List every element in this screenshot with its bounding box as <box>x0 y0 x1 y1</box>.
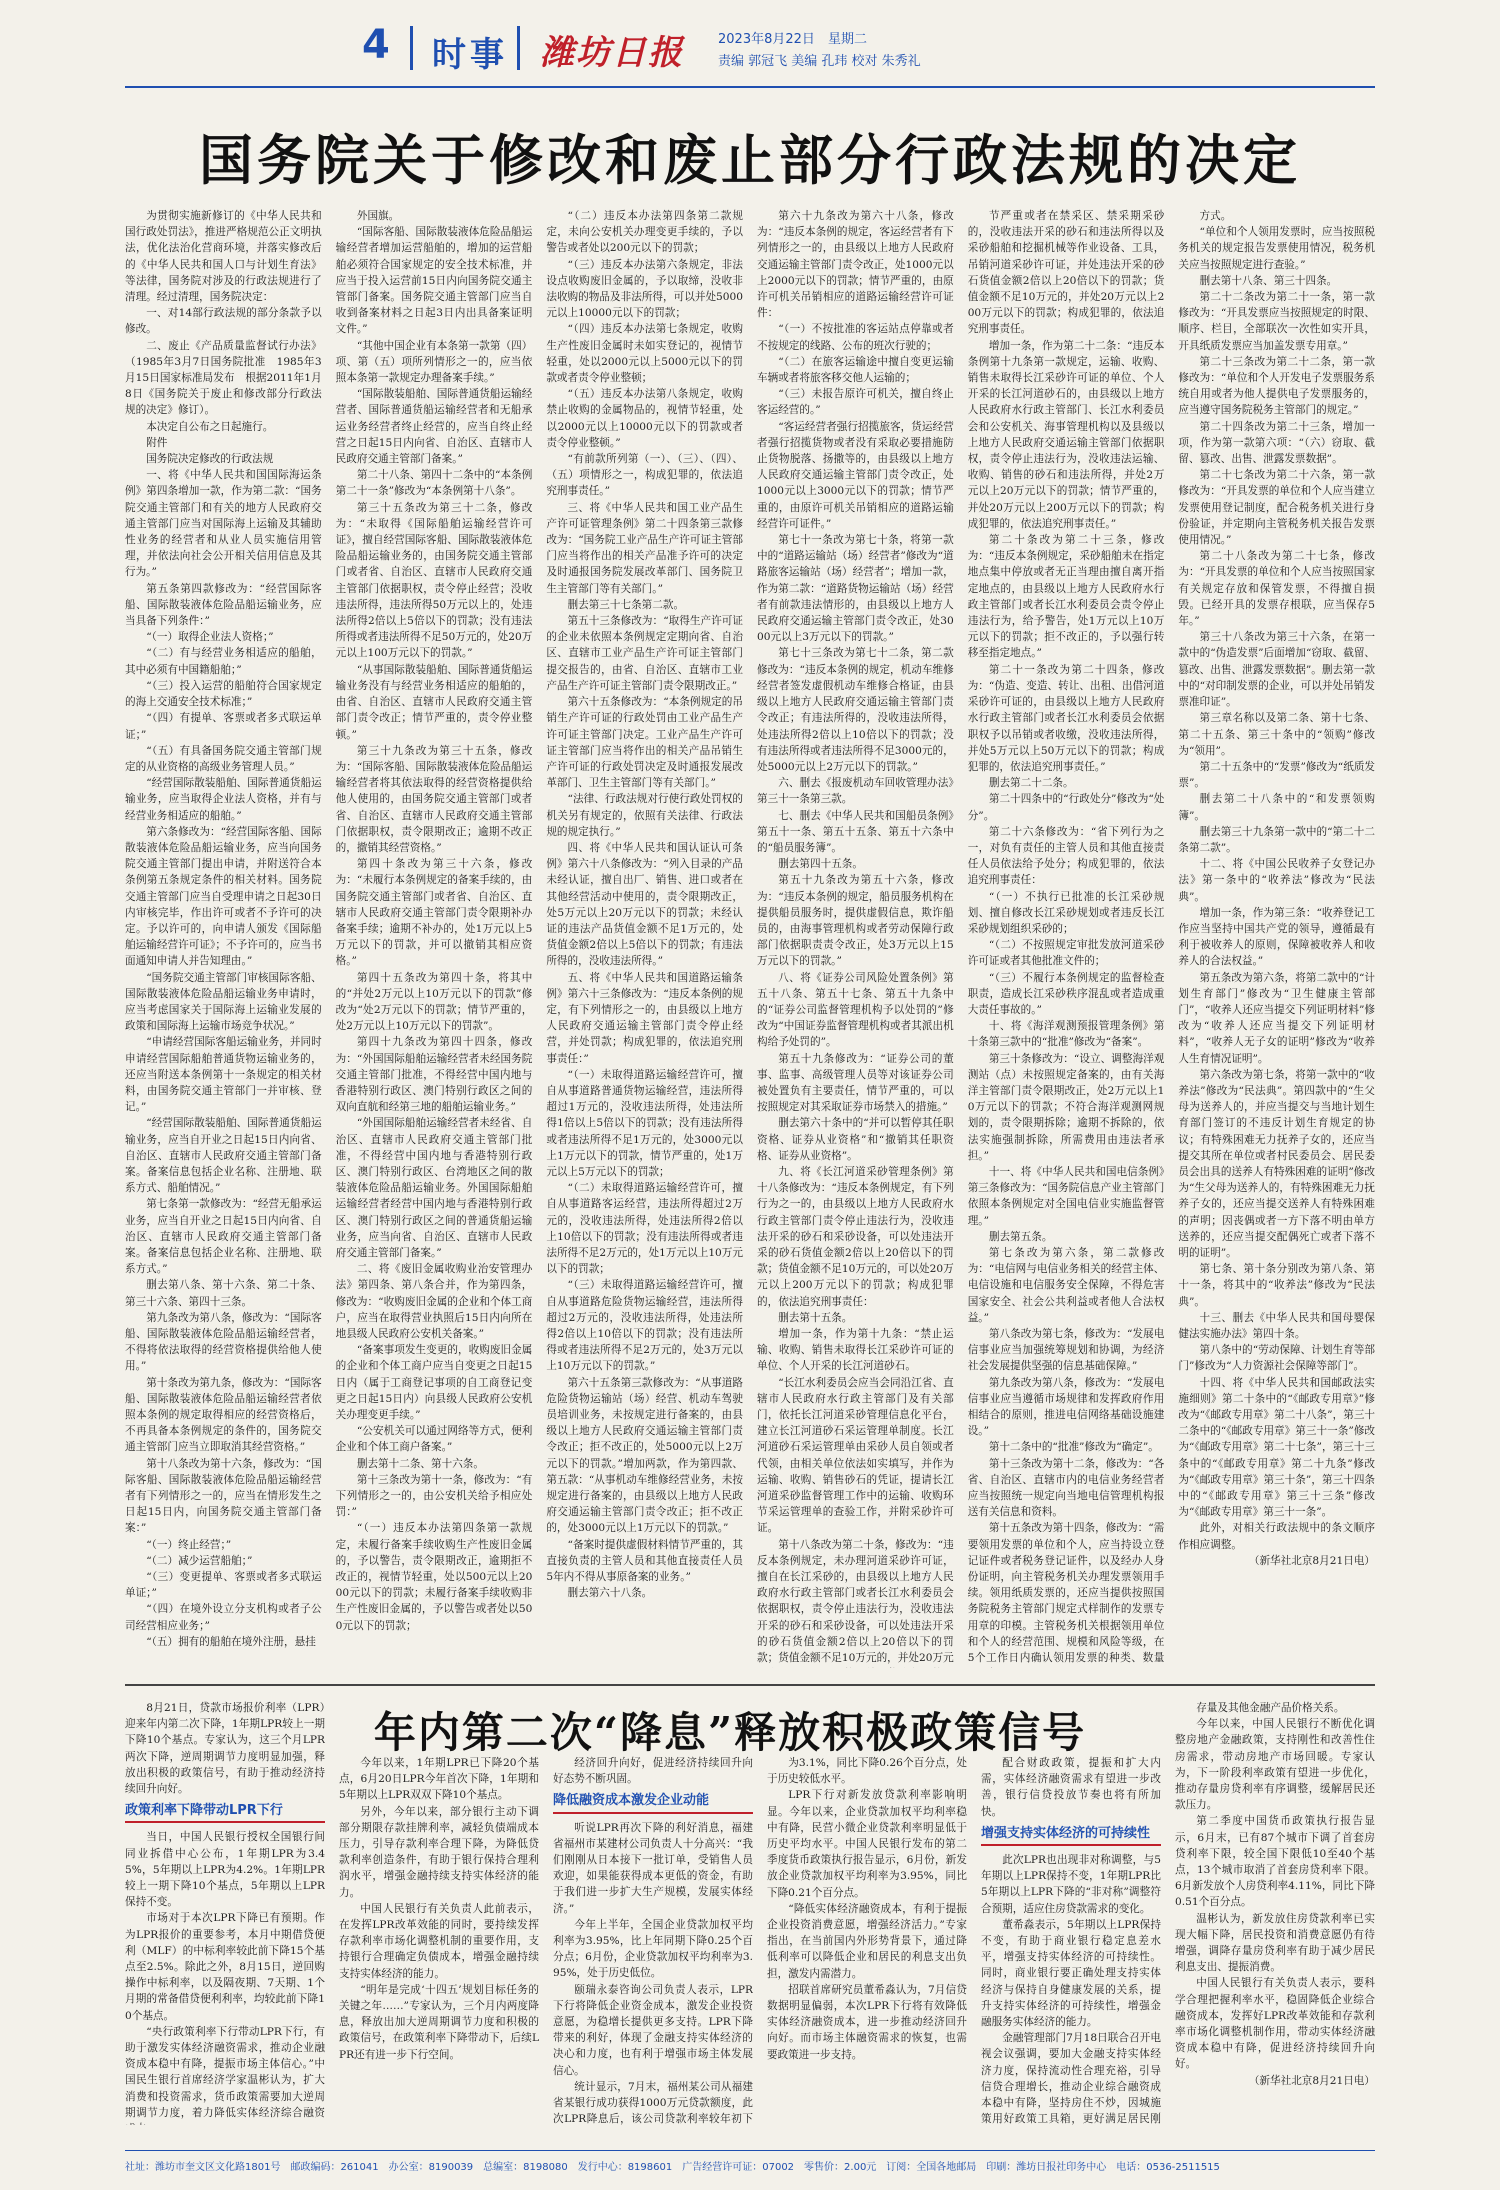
paragraph: 删去第十二条、第十六条。 <box>356 1457 484 1470</box>
paragraph: “备案事项发生变更的，收购废旧金属的企业和个体工商户应当自变更之日起15日内（属于工商登记事项的自工商登记变更之日起15日内）向县级人民政府公安机关办理变更手续。” <box>335 1344 533 1422</box>
paragraph: 第二十四条中的“行政处分”修改为“处分”。 <box>967 793 1165 822</box>
paragraph: 第二十六条修改为：“省下列行为之一，对负有责任的主管人员和其他直接责任人员依法给予处分；构成犯罪的，依法追究刑事责任： <box>967 825 1165 887</box>
paragraph: “（一）违反本办法第四条第一款规定，未履行备案手续收购生产性废旧金属的，予以警告，责令限期改正，逾期拒不改正的，视情节轻重，处以500元以上2000元以下的罚款；未履行备案手续收购非生产性废旧金属的，予以警告或者处以500元以下的罚款； <box>335 1522 533 1632</box>
paragraph: 第七十三条改为第七十二条，第二款修改为：“违反本条例的规定，机动车维修经营者签发虚假机动车维修合格证，由县级以上地方人民政府交通运输主管部门责令改正；有违法所得的，没收违法所得，处违法所得2倍以上10倍以下的罚款；没有违法所得或者违法所得不足3000元的，处5000元以上2万元以下的罚款。” <box>757 647 954 773</box>
paragraph: “经营国际散装船舶、国际普通货船运输业务，应当自开业之日起15日内向省、自治区、直辖市人民政府交通主管部门备案。备案信息包括企业名称、注册地、联系方式、船舶情况。” <box>125 1117 322 1195</box>
paragraph: 8月21日，贷款市场报价利率（LPR）迎来年内第二次下降，1年期LPR较上一期下降10个基点。专家认为，这三个月LPR两次下降，逆周期调节力度明显加强，释放出积极的政策信号，有助于推动经济持续回升向好。 <box>125 1702 325 1796</box>
newspaper-logo: 潍坊日报 <box>540 33 684 73</box>
paragraph: 市场对于本次LPR下降已有预期。作为LPR报价的重要参考，本月中期借贷便利（MLF）的中标利率较此前下降15个基点至2.5%。除此之外，8月15日，逆回购操作中标利率，以及隔夜期、7天期、1个月期的常备借贷便利利率，均较此前下降10个基点。 <box>125 1912 325 2022</box>
paragraph: 二、将《废旧金属收购业治安管理办法》第四条、第八条合并，作为第四条，修改为：“收购废旧金属的企业和个体工商户，应当在取得营业执照后15日内向所在地县级人民政府公安机关备案。” <box>335 1263 533 1341</box>
paragraph: “（一）不按批准的客运站点停靠或者不按规定的线路、公布的班次行驶的； <box>757 323 954 352</box>
paragraph: “央行政策利率下行带动LPR下行，有助于激发实体经济融资需求，推动企业融资成本稳中有降，提振市场主体信心。”中国民生银行首席经济学家温彬认为，扩大消费和投资需求，货币政策需要加大逆周期调节力度，着力降低实体经济综合融资 <box>125 2025 325 2119</box>
article-divider <box>125 1684 1375 1686</box>
paragraph: 第三十条修改为：“设立、调整海洋观测站（点）未按照规定备案的，由有关海洋主管部门责令限期改正，处2万元以上10万元以下的罚款；不符合海洋观测网规划的，责令限期拆除；逾期不拆除的，依法实施强制拆除，所需费用由违法者承担。” <box>967 1052 1165 1162</box>
paragraph: “（四）违反本办法第七条规定，收购生产性废旧金属时未如实登记的，视情节轻重，处以2000元以上5000元以下的罚款或者责令停业整顿； <box>546 323 744 385</box>
issue-date: 2023年8月22日 <box>718 32 815 47</box>
paragraph: 第二十八条改为第二十七条，修改为：“开具发票的单位和个人应当按照国家有关规定存放和保管发票，不得擅自损毁。已经开具的发票存根联，应当保存5年。” <box>1178 550 1376 628</box>
paragraph: “降低实体经济融资成本，有利于提振企业投资消费意愿，增强经济活力。”专家指出，在当前国内外形势背景下，通过降低利率可以降低企业和居民的利息支出负担，激发内需潜力。 <box>767 1902 967 1980</box>
paragraph: 听说LPR再次下降的利好消息，福建省福州市某建材公司负责人十分高兴：“我们刚刚从日本接下一批订单，受销售人员欢迎，如果能获得成本更低的资金，有助于我们进一步扩大生产规模，发展实体经济。” <box>553 1821 753 1915</box>
article-title: 年内第二次“降息”释放积极政策信号 <box>373 1708 1087 1757</box>
paragraph: “（一）未取得道路运输经营许可，擅自从事道路普通货物运输经营，违法所得超过1万元的，没收违法所得，处违法所得1倍以上5倍以下的罚款；没有违法所得或者违法所得不足1万元的，处3000元以上1万元以下的罚款，情节严重的，处1万元以上5万元以下的罚款； <box>546 1068 744 1178</box>
subheading: 政策利率下降带动LPR下行 <box>125 1803 325 1823</box>
article-column <box>981 1755 1161 2125</box>
paragraph: 八、将《证券公司风险处置条例》第五十八条、第五十七条、第五十九条中的“证券公司监督管理机构予以处罚的”修改为“中国证券监督管理机构或者其派出机构给予处罚的”。 <box>757 971 954 1049</box>
paragraph: 四、将《中华人民共和国认证认可条例》第六十八条修改为：“列入目录的产品未经认证，擅自出厂、销售、进口或者在其他经营活动中使用的，责令限期改正，处5万元以上20万元以下的罚款；未经认证的违法产品货值金额不足1万元的，处货值金额2倍以上5倍以下的罚款；有违法所得的，没收违法所得。” <box>546 841 744 968</box>
article-title: 国务院关于修改和废止部分行政法规的决定 <box>199 128 1301 192</box>
paragraph: 第二十条改为第二十三条，修改为：“违反本条例规定，采砂船舶未在指定地点集中停放或者无正当理由擅自离开指定地点的，由县级以上地方人民政府水行政主管部门或者长江水利委员会责令停止违法行为，给予警告，处1万元以上10万元以下的罚款；拒不改正的，予以强行转移至指定地点。” <box>967 534 1165 660</box>
section-name: 时事 <box>432 35 508 75</box>
paragraph: “（一）不执行已批准的长江采砂规划、擅自修改长江采砂规划或者违反长江采砂规划组织采砂的； <box>967 890 1165 935</box>
paragraph: 第二季度中国货币政策执行报告显示，6月末，已有87个城市下调了首套房贷利率下限，较全国下限低10至40个基点，13个城市取消了首套房贷利率下限。6月新发放个人房贷利率4.11%，同比下降0.51个百分点。 <box>1175 1815 1375 1909</box>
paragraph: 删去第十八条、第三十四条。 <box>1199 274 1338 287</box>
paragraph: 第十八条改为第二十条，修改为：“违反本条例规定，未办理河道采砂许可证，擅自在长江采砂的，由县级以上地方人民政府水行政主管部门或者长江水利委员会依据职权，责令停止违法行为，没收违法开采的砂石和采砂设备，可以处违法开采的砂石货值金额2倍以上20倍以下的罚款；货值金额不足10万元的，并处20万元 <box>757 1538 954 1665</box>
paragraph: 第九条改为第八条，修改为：“发展电信事业应当遵循市场规律和发挥政府作用相结合的原则，推进电信网络基础设施建设。” <box>967 1376 1165 1438</box>
paragraph: 第二十三条改为第二十二条，第一款修改为：“单位和个人开发电子发票服务系统自用或者为他人提供电子发票服务的，应当遵守国务院税务主管部门的规定。” <box>1178 355 1376 417</box>
paragraph: 今年以来，中国人民银行不断优化调整房地产金融政策，支持刚性和改善性住房需求，带动房地产市场回暖。专家认为，下一阶段利率政策有望进一步优化，推动存量房贷利率有序调整，缓解居民还款压力。 <box>1175 1718 1375 1812</box>
paragraph: 第二十一条改为第二十四条，修改为：“伪造、变造、转让、出租、出借河道采砂许可证的，由县级以上地方人民政府水行政主管部门或者长江水利委员会依据职权予以吊销或者收缴，没收违法所得，并处5万元以上50万元以下的罚款；构成犯罪的，依法追究刑事责任。” <box>967 663 1165 773</box>
paragraph: “（二）未取得道路运输经营许可，擅自从事道路客运经营，违法所得超过2万元的，没收违法所得，处违法所得2倍以上10倍以下的罚款；没有违法所得或者违法所得不足2万元的，处1万元以上10万元以下的罚款； <box>546 1182 744 1276</box>
paragraph: 九、将《长江河道采砂管理条例》第十八条修改为：“违反本条例规定，有下列行为之一的，由县级以上地方人民政府水行政主管部门责令停止违法行为，没收违法开采的砂石和采砂设备，可以处违法开采的砂石货值金额2倍以上20倍以下的罚款；货值金额不足10万元的，可以处20万元以上200万元以下的罚款；构成犯罪的，依法追究刑事责任： <box>757 1165 954 1308</box>
paragraph: “经营国际散装船舶、国际普通货船运输业务，应当取得企业法人资格，并有与经营业务相适应的船舶。” <box>125 777 322 822</box>
paragraph: 第七条、第十条分别改为第八条、第十一条，将其中的“收养法”修改为“民法典”。 <box>1178 1263 1376 1308</box>
paragraph: 此次LPR也出现非对称调整，与5年期以上LPR保持不变，1年期LPR比5年期以上LPR下降的“非对称”调整符合预期，适应住房贷款需求的变化。 <box>981 1854 1161 1915</box>
paragraph: “（二）不按照规定审批发放河道采砂许可证或者其他批准文件的； <box>967 939 1165 968</box>
paragraph: 增加一条，作为第三条：“收养登记工作应当坚持中国共产党的领导，遵循最有利于被收养人的原则，保障被收养人和收养人的合法权益。” <box>1178 906 1376 968</box>
paragraph: “国际客船、国际散装液体危险品船运输经营者增加运营船舶的，增加的运营船舶必须符合国家规定的安全技术标准，并应当于投入运营前15日内向国务院交通主管部门备案。国务院交通主管部门应当自收到备案材料之日起3日内出具备案证明文件。” <box>335 226 533 336</box>
paragraph: 为3.1%，同比下降0.26个百分点，处于历史较低水平。 <box>767 1757 967 1786</box>
paragraph: 节严重或者在禁采区、禁采期采砂的，没收违法开采的砂石和违法所得以及采砂船舶和挖掘机械等作业设备、工具，吊销河道采砂许可证，并处违法开采的砂石货值金额2倍以上20倍以下的罚款；货值金额不足10万元的，并处20万元以上200万元以下的罚款；构成犯罪的，依法追究刑事责任。 <box>967 210 1165 336</box>
paragraph: 第二十七条改为第二十六条，第一款修改为：“开具发票的单位和个人应当建立发票使用登记制度，配合税务机关进行身份验证，并定期向主管税务机关报告发票使用情况。” <box>1178 469 1376 547</box>
article-column <box>546 208 743 1668</box>
paragraph: 第三十八条改为第三十六条，在第一款中的“伪造发票”后面增加“窃取、截留、篡改、出售、泄露发票数据”。删去第一款中的“对印制发票的企业，可以并处吊销发票准印证”。 <box>1178 631 1376 709</box>
paragraph: 第五十九条修改为：“证券公司的董事、监事、高级管理人员等对该证券公司被处置负有主要责任，情节严重的，可以按照规定对其采取证券市场禁入的措施。” <box>757 1052 954 1114</box>
paragraph: 为贯彻实施新修订的《中华人民共和国行政处罚法》，推进严格规范公正文明执法，优化法治化营商环境，并落实修改后的《中华人民共和国人口与计划生育法》等法律，国务院对涉及的行政法规进行了清理。经过清理，国务院决定： <box>125 210 322 304</box>
paragraph: 第十条改为第九条，修改为：“国际客船、国际散装液体危险品船运输经营者依照本条例的规定取得相应的经营资格后，不再具备本条例规定的条件的，国务院交通主管部门应当立即取消其经营资格。” <box>125 1376 322 1454</box>
paragraph: 金融管理部门7月18日联合召开电视会议强调，要加大金融支持实体经济力度，保持流动性合理充裕，引导信贷合理增长，推动企业综合融资成本稳中有降，坚持房住不炒，因城施策用好政策工具箱，更好满足居民刚 <box>981 2032 1161 2125</box>
paragraph: 第二十五条中的“发票”修改为“纸质发票”。 <box>1178 760 1376 790</box>
paragraph: 第六十九条改为第六十八条，修改为：“违反本条例的规定，客运经营者有下列情形之一的，由县级以上地方人民政府交通运输主管部门责令改正，处1000元以上2000元以下的罚款；情节严重的，由原许可机关吊销相应的道路运输经营许可证件： <box>757 210 954 320</box>
paragraph: 第五条改为第六条，将第二款中的“计划生育部门”修改为“卫生健康主管部门”，“收养人还应当提交下列证明材料”修改为“收养人还应当提交下列证明材料”，“收养人无子女的证明”修改为“收养人生育情况证明”。 <box>1178 971 1376 1065</box>
paragraph: 另外，今年以来，部分银行主动下调部分期限存款挂牌利率，减轻负债端成本压力，引导存款利率合理下降，为降低贷款利率创造条件，有助于银行保持合理利润水平，增强金融持续支持实体经济的能力。 <box>339 1805 539 1899</box>
paragraph: 第十三条改为第十二条，修改为：“各省、自治区、直辖市内的电信业务经营者应当按照统一规定向当地电信管理机构报送有关信息和资料。 <box>967 1457 1165 1519</box>
paragraph: 中国人民银行有关负责人表示，要科学合理把握利率水平，稳固降低企业综合融资成本，发挥好LPR改革效能和存款利率市场化调整机制作用，带动实体经济融资成本稳中有降，促进经济持续回升向好。 <box>1175 1977 1375 2071</box>
paragraph: 此外，对相关行政法规中的条文顺序作相应调整。 <box>1178 1522 1376 1551</box>
paragraph: 第三十五条改为第三十二条，修改为：“未取得《国际船舶运输经营许可证》，擅自经营国际客船、国际散装液体危险品船运输业务的，由国务院交通主管部门或者省、自治区、直辖市人民政府交通主管部门依据职权，责令停止经营；没收违法所得，违法所得50万元以上的，处违法所得2倍以上5倍以下的罚款；没有违法所得或者违法所得不足50万元的，处20万元以上100万元以下的罚款。” <box>335 501 533 660</box>
paragraph: “公安机关可以通过网络等方式，便利企业和个体工商户备案。” <box>335 1425 533 1454</box>
paragraph: （新华社北京8月21日电） <box>1248 1554 1376 1567</box>
paragraph: 附件 <box>146 436 168 449</box>
paragraph: 删去第三十七条第二款。 <box>567 598 685 611</box>
paragraph: “（三）违反本办法第六条规定，非法设点收购废旧金属的，予以取缔，没收非法收购的物品及非法所得，可以并处5000元以上10000元以下的罚款； <box>546 258 744 320</box>
paragraph: “（二）在旅客运输途中擅自变更运输车辆或者将旅客移交他人运输的； <box>757 355 954 385</box>
paragraph: 第六条改为第七条，将第一款中的“收养法”修改为“民法典”。第四款中的“生父母为送养人的，并应当提交与当地计划生育部门签订的不违反计划生育规定的协议；有特殊困难无力抚养子女的，还应当提交其所在单位或者村民委员会、居民委员会出具的送养人有特殊困难的证明”修改为“生父母为送养人的，有特殊困难无力抚养子女的，还应当提交送养人有特殊困难的声明；因丧偶或者一方下落不明由单方送养的，还应当提交配偶死亡或者下落不明的证明”。 <box>1178 1068 1376 1259</box>
paragraph: 温彬认为，新发放住房贷款利率已实现大幅下降，居民投资和消费意愿仍有待增强，调降存量房贷利率有助于减少居民利息支出、提振消费。 <box>1175 1912 1375 1974</box>
paragraph: 三、将《中华人民共和国工业产品生产许可证管理条例》第二十四条第三款修改为：“国务院工业产品生产许可证主管部门应当将作出的相关产品准予许可的决定及时通报国务院发展改革部门、国务院卫生主管部门等有关部门。” <box>546 501 744 595</box>
paragraph: “单位和个人领用发票时，应当按照税务机关的规定报告发票使用情况，税务机关应当按照规定进行查验。” <box>1178 226 1376 271</box>
paragraph: 十一、将《中华人民共和国电信条例》第三条修改为：“国务院信息产业主管部门依照本条例规定对全国电信业实施监督管理。” <box>967 1165 1165 1227</box>
paragraph: 统计显示，7月末，福州某公司从福建省某银行成功获得1000万元贷款额度，此次LPR降息后，该公司贷款利率较年初下 <box>553 2080 753 2125</box>
paragraph: 第二十二条改为第二十一条，第一款修改为：“开具发票应当按照规定的时限、顺序、栏目，全部联次一次性如实开具，开具纸质发票应当加盖发票专用章。” <box>1178 291 1376 352</box>
paragraph: 经济回升向好，促进经济持续回升向好态势不断巩固。 <box>553 1757 753 1786</box>
paragraph: “（一）终止经营；” <box>146 1538 232 1551</box>
paragraph: 颐瑞永泰咨询公司负责人表示，LPR下行将降低企业资金成本，激发企业投资意愿，为稳增长提供更多支持。LPR下降带来的利好，体现了金融支持实体经济的决心和力度，也有利于增强市场主体发展信心。 <box>553 1983 753 2077</box>
paragraph: 国务院决定修改的行政法规 <box>146 453 274 466</box>
paragraph: 第十八条改为第十六条，修改为：“国际客船、国际散装液体危险品船运输经营者有下列情形之一的，应当在情形发生之日起15日内，向国务院交通主管部门备案：” <box>125 1457 322 1535</box>
paragraph: 第四十条改为第三十六条，修改为：“未履行本条例规定的备案手续的，由国务院交通主管部门或者省、自治区、直辖市人民政府交通主管部门责令限期补办备案手续；逾期不补办的，处1万元以上5万元以下的罚款，并可以撤销其相应资格。” <box>335 858 533 968</box>
paragraph: 第五条第四款修改为：“经营国际客船、国际散装液体危险品船运输业务，应当具备下列条件：” <box>125 582 322 628</box>
paragraph: “（二）减少运营船舶；” <box>146 1554 253 1567</box>
paragraph: 第六十五条第三款修改为：“从事道路危险货物运输站（场）经营、机动车驾驶员培训业务，未按规定进行备案的，由县级以上地方人民政府交通运输主管部门责令改正；拒不改正的，处5000元以上2万元以下的罚款。”增加两款，作为第四款、第五款：“从事机动车维修经营业务，未按规定进行备案的，由县级以上地方人民政府交通运输主管部门责令改正；拒不改正的，处3000元以上1万元以下的罚款。” <box>546 1376 744 1535</box>
paragraph: 今年上半年，全国企业贷款加权平均利率为3.95%，比上年同期下降0.25个百分点；6月份，企业贷款加权平均利率为3.95%，处于历史低位。 <box>553 1918 753 1980</box>
paragraph: “从事国际散装船舶、国际普通货船运输业务没有与经营业务相适应的船舶的，由省、自治区、直辖市人民政府交通主管部门责令改正；情节严重的，责令停业整顿。” <box>335 663 533 741</box>
paragraph: 配合财政政策，提振和扩大内需，实体经济融资需求有望进一步改善，银行信贷投放节奏也将有所加快。 <box>981 1757 1161 1818</box>
paragraph: 五、将《中华人民共和国道路运输条例》第六十三条修改为：“违反本条例的规定，有下列情形之一的，由县级以上地方人民政府交通运输主管部门责令停止经营，并处罚款；构成犯罪的，依法追究刑事责任：” <box>546 971 744 1065</box>
paragraph: 第九条改为第八条，修改为：“国际客船、国际散装液体危险品船运输经营者，不得将依法取得的经营资格提供给他人使用。” <box>125 1311 322 1373</box>
paragraph: “（三）未取得道路运输经营许可，擅自从事道路危险货物运输经营，违法所得超过2万元的，没收违法所得，处违法所得2倍以上10倍以下的罚款；没有违法所得或者违法所得不足2万元的，处3万元以上10万元以下的罚款。” <box>546 1279 744 1373</box>
paragraph: 董希淼表示，5年期以上LPR保持不变，有助于商业银行稳定息差水平，增强支持实体经济的可持续性。同时，商业银行要正确处理支持实体经济与保持自身健康发展的关系，提升支持实体经济的可持续性，增强金融服务实体经济的能力。 <box>981 1918 1161 2029</box>
article-column <box>968 208 1165 1668</box>
paragraph: 删去第六十八条。 <box>567 1587 653 1600</box>
article-column <box>1178 208 1375 1668</box>
header-rule <box>125 86 1375 88</box>
paragraph: 增加一条，作为第十九条：“禁止运输、收购、销售未取得长江采砂许可证的单位、个人开采的长江河道砂石。 <box>757 1328 954 1373</box>
paragraph: 一、对14部行政法规的部分条款予以修改。 <box>125 307 322 336</box>
paragraph: 第十二条中的“批准”修改为“确定”。 <box>988 1441 1159 1454</box>
paragraph: “（五）有具备国务院交通主管部门规定的从业资格的高级业务管理人员。” <box>125 744 322 773</box>
paragraph: 当日，中国人民银行授权全国银行间同业拆借中心公布，1年期LPR为3.45%，5年期以上LPR为4.2%。1年期LPR较上一期下降10个基点，5年期以上LPR保持不变。 <box>125 1831 325 1909</box>
paragraph: “国际散装船舶、国际普通货船运输经营者、国际普通货船运输经营者和无船承运业务经营者终止经营的，应当自终止经营之日起15日内向省、自治区、直辖市人民政府交通主管部门备案。” <box>335 388 533 466</box>
paragraph: “明年是完成‘十四五’规划目标任务的关键之年……”专家认为，三个月内两度降息，释放出加大逆周期调节力度和积极的政策信号，在政策利率下降带动下，后续LPR还有进一步下行空间。 <box>339 1983 539 2061</box>
paragraph: 第四十五条改为第四十条，将其中的“并处2万元以上10万元以下的罚款”修改为“处2万元以下的罚款；情节严重的，处2万元以上10万元以下的罚款”。 <box>335 971 533 1033</box>
article-column <box>336 208 533 1668</box>
article-body <box>125 208 1375 1668</box>
paragraph: 第七条改为第六条，第二款修改为：“电信网与电信业务相关的经营主体、电信设施和电信服务安全保障，不得危害国家安全、社会公共利益或者他人合法权益。” <box>967 1247 1165 1324</box>
paragraph: 十二、将《中国公民收养子女登记办法》第一条中的“收养法”修改为“民法典”。 <box>1178 858 1376 903</box>
paragraph: 一、将《中华人民共和国国际海运条例》第四条增加一款，作为第二款：“国务院交通主管部门和有关的地方人民政府交通主管部门应当对国际海上运输及其辅助性业务的经营者和从业人员实施信用管理，并依法向社会公开相关信用信息及其行为。” <box>125 469 322 579</box>
issue-weekday: 星期二 <box>828 32 868 47</box>
paragraph: 本决定自公布之日起施行。 <box>146 420 274 433</box>
paragraph: “备案时提供虚假材料情节严重的，其直接负责的主管人员和其他直接责任人员5年内不得从事原备案的业务。” <box>546 1538 744 1584</box>
paragraph: “外国国际船舶运输经营者未经省、自治区、直辖市人民政府交通主管部门批准，不得经营中国内地与香港特别行政区、澳门特别行政区、台湾地区之间的散装液体危险品船运输业务。外国国际船舶运输经营者经营中国内地与香港特别行政区、澳门特别行政区之间的普通货船运输业务，应当向省、自治区、直辖市人民政府交通主管部门备案。” <box>335 1117 533 1259</box>
paragraph: 第二十八条、第四十二条中的“本条例第二十一条”修改为“本条例第十八条”。 <box>335 469 533 498</box>
paragraph: LPR下行对新发放贷款利率影响明显。今年以来，企业贷款加权平均利率稳中有降，民营小微企业贷款利率明显低于历史平均水平。中国人民银行发布的第二季度货币政策执行报告显示，6月份，新发放企业贷款加权平均利率为3.95%，同比下降0.21个百分点。 <box>767 1789 967 1899</box>
divider <box>410 26 413 70</box>
paragraph: 招联首席研究员董希淼认为，7月信贷数据明显偏弱，本次LPR下行将有效降低实体经济融资成本，进一步推动经济回升向好。而市场主体融资需求的恢复，也需要政策进一步支持。 <box>767 1983 967 2061</box>
paragraph: 增加一条，作为第二十二条：“违反本条例第十九条第一款规定，运输、收购、销售未取得长江采砂许可证的单位、个人开采的长江河道砂石的，由县级以上地方人民政府水行政主管部门、长江水利委员会和公安机关、海事管理机构以及县级以上地方人民政府交通运输主管部门依据职权，责令停止违法行为，没收违法运输、收购、销售的砂石和违法所得，并处2万元以上20万元以下的罚款；情节严重的，并处20万元以上200万元以下的罚款；构成犯罪的，依法追究刑事责任。” <box>967 339 1165 530</box>
paragraph: 十四、将《中华人民共和国邮政法实施细则》第二十条中的“《邮政专用章》”修改为“《邮政专用章》第二十八条”，第三十二条中的“《邮政专用章》第三十一条”修改为“《邮政专用章》第二十七条”，第三十三条中的“《邮政专用章》第二十九条”修改为“《邮政专用章》第三十条”，第三十四条中的“《邮政专用章》第三十三条”修改为“《邮政专用章》第三十一条”。 <box>1178 1376 1376 1519</box>
paragraph: 删去第三十九条第一款中的“第二十二条第二款”。 <box>1178 825 1376 854</box>
paragraph: “（三）变更提单、客票或者多式联运单证；” <box>125 1571 322 1600</box>
paragraph: 十、将《海洋观测预报管理条例》第十条第三款中的“批准”修改为“备案”。 <box>967 1020 1165 1049</box>
footer-info: 社址：潍坊市奎文区文化路1801号 邮政编码：261041 办公室：8190039 总编室：8198080 发行中心：8198601 广告经营许可证：07002 零售价：2.00元 订阅：全国各地邮局 印刷：潍坊日报社印务中心 电话：0536-2511515 <box>125 2162 1220 2173</box>
paragraph: “申请经营国际客船运输业务，并同时申请经营国际船舶普通货物运输业务的，还应当附送本条例第十一条规定的相关材料，由国务院交通主管部门一并审核、登记。” <box>125 1036 322 1114</box>
article-body <box>125 1700 1375 2125</box>
paragraph: 第五十九条改为第五十六条，修改为：“违反本条例的规定，船员服务机构在提供船员服务时，提供虚假信息，欺诈船员的，由海事管理机构或者劳动保障行政部门依据职责责令改正，处3万元以上15万元以下的罚款。” <box>757 874 954 968</box>
paragraph: 第四十九条改为第四十四条，修改为：“外国国际船舶运输经营者未经国务院交通主管部门批准，不得经营中国内地与香港特别行政区、澳门特别行政区之间的双向直航和经第三地的船舶运输业务。” <box>335 1036 533 1114</box>
paragraph: 七、删去《中华人民共和国船员条例》第五十一条、第五十五条、第五十六条中的“船员服务簿”。 <box>757 809 954 854</box>
paragraph: 删去第四十五条。 <box>778 858 863 871</box>
paragraph: “法律、行政法规对行使行政处罚权的机关另有规定的，依照有关法律、行政法规的规定执行。” <box>546 793 744 838</box>
article-column <box>553 1755 753 2125</box>
paragraph: “（五）违反本办法第八条规定，收购禁止收购的金属物品的，视情节轻重，处以2000元以上10000元以下的罚款或者责令停业整顿。” <box>546 388 744 449</box>
paragraph: “（三）投入运营的船舶符合国家规定的海上交通安全技术标准；” <box>125 679 322 709</box>
paragraph: 第七条第一款修改为：“经营无船承运业务，应当自开业之日起15日内向省、自治区、直辖市人民政府交通主管部门备案。备案信息包括企业名称、注册地、联系方式。” <box>125 1198 322 1276</box>
paragraph: 第六十五条修改为：“本条例规定的吊销生产许可证的行政处罚由工业产品生产许可证主管部门决定。工业产品生产许可证主管部门应当将作出的相关产品吊销生产许可证的行政处罚决定及时通报发展改革部门、卫生主管部门等有关部门。” <box>546 696 744 790</box>
paragraph: 外国旗。 <box>356 210 400 222</box>
article-column <box>339 1755 539 2125</box>
subheading: 增强支持实体经济的可持续性 <box>981 1826 1161 1846</box>
paragraph: 删去第二十八条中的“和发票领购簿”。 <box>1178 793 1376 822</box>
paragraph: “（四）有提单、客票或者多式联运单证；” <box>125 712 322 741</box>
paragraph: “（三）未报告原许可机关，擅自终止客运经营的。” <box>757 388 954 417</box>
paragraph: 方式。 <box>1199 210 1232 222</box>
paragraph: 存量及其他金融产品价格关系。 <box>1196 1702 1345 1714</box>
paragraph: “（五）拥有的船舶在境外注册，悬挂 <box>146 1635 316 1648</box>
paragraph: 删去第六十条中的“并可以暂停其任职资格、证券从业资格”和“撤销其任职资格、证券从业资格”。 <box>757 1117 954 1162</box>
paragraph: “客运经营者强行招揽旅客，货运经营者强行招揽货物或者没有采取必要措施防止货物脱落、扬撒等的，由县级以上地方人民政府交通运输主管部门责令改正，处1000元以上3000元以下的罚款；情节严重的，由原许可机关吊销相应的道路运输经营许可证件。” <box>757 420 954 530</box>
article-column <box>767 1755 967 2125</box>
paragraph: 第三十九条改为第三十五条，修改为：“国际客船、国际散装液体危险品船运输经营者将其依法取得的经营资格提供给他人使用的，由国务院交通主管部门或者省、自治区、直辖市人民政府交通主管部门依据职权，责令限期改正；逾期不改正的，撤销其经营资格。” <box>335 744 533 854</box>
paragraph: “（二）违反本办法第四条第二款规定，未向公安机关办理变更手续的，予以警告或者处以200元以下的罚款； <box>546 210 744 255</box>
page-number: 4 <box>362 22 390 68</box>
paragraph: 第三章名称以及第二条、第十七条、第二十五条、第三十条中的“领购”修改为“领用”。 <box>1178 712 1376 757</box>
paragraph: 第七十一条改为第七十条，将第一款中的“道路运输站（场）经营者”修改为“道路旅客运输站（场）经营者”；增加一款，作为第二款：“道路货物运输站（场）经营者有前款违法情形的，由县级以上地方人民政府交通运输主管部门责令改正，处3000元以上3万元以下的罚款。” <box>757 534 954 644</box>
paragraph: （新华社北京8月21日电） <box>1248 2074 1375 2087</box>
paragraph: “其他中国企业有本条第一款第（四）项、第（五）项所列情形之一的，应当依照本条第一款规定办理备案手续。” <box>335 339 533 385</box>
paragraph: 第十五条改为第十四条，修改为：“需要领用发票的单位和个人，应当持设立登记证件或者税务登记证件，以及经办人身份证明，向主管税务机关办理发票领用手续。领用纸质发票的，还应当提供按照国务院税务主管部门规定式样制作的发票专用章的印模。主管税务机关根据领用单位和个人的经营范围、规模和风险等级，在5个工作日内确认领用发票的种类、数量 <box>967 1522 1165 1665</box>
paragraph: 中国人民银行有关负责人此前表示，在发挥LPR改革效能的同时，要持续发挥存款利率市场化调整机制的重要作用，支持银行合理确定负债成本，增强金融持续支持实体经济的能力。 <box>339 1902 539 1980</box>
divider <box>517 26 520 70</box>
paragraph: 第十三条改为第十一条，修改为：“有下列情形之一的，由公安机关给予相应处罚：” <box>335 1473 533 1519</box>
paragraph: 二、废止《产品质量监督试行办法》（1985年3月7日国务院批准 1985年3月15日国家标准局发布 根据2011年1月8日《国务院关于废止和修改部分行政法规的决定》修订）。 <box>125 339 322 417</box>
paragraph: 第八条中的“劳动保障、计划生育等部门”修改为“人力资源社会保障等部门”。 <box>1178 1344 1376 1373</box>
paragraph: “有前款所列第（一）、（三）、（四）、（五）项情形之一，构成犯罪的，依法追究刑事责任。” <box>546 453 744 498</box>
editor-credits: 责编 郭冠飞 美编 孔玮 校对 朱秀礼 <box>718 54 921 69</box>
paragraph: 删去第五条。 <box>988 1230 1053 1243</box>
masthead <box>0 0 1500 95</box>
article-column <box>125 1700 325 2125</box>
paragraph: 删去第八条、第十六条、第二十条、第三十六条、第四十三条。 <box>125 1279 322 1308</box>
paragraph: “（四）在境外设立分支机构或者子公司经营相应业务；” <box>125 1603 322 1632</box>
paragraph: “国务院交通主管部门审核国际客船、国际散装液体危险品船运输业务申请时，应当考虑国家关于国际海上运输业发展的政策和国际海上运输市场竞争状况。” <box>125 971 322 1033</box>
article-column <box>757 208 954 1668</box>
paragraph: 今年以来，1年期LPR已下降20个基点，6月20日LPR今年首次下降，1年期和5年期以上LPR双双下降10个基点。 <box>339 1757 539 1802</box>
paragraph: 十三、删去《中华人民共和国母婴保健法实施办法》第四十条。 <box>1178 1311 1376 1341</box>
paragraph: “（二）有与经营业务相适应的船舶，其中必须有中国籍船舶；” <box>125 647 322 676</box>
paragraph: “长江水利委员会应当会同沿江省、直辖市人民政府水行政主管部门及有关部门，依托长江河道采砂管理信息化平台，建立长江河道砂石采运管理单制度。长江河道砂石采运管理单由采砂人员自领或者代领，由相关单位依法如实填写，并作为运输、收购、销售砂石的凭证，提请长江河道采砂监督管理工作中的运输、收购环节采运管理单的查验工作，并附采砂许可证。 <box>757 1376 954 1535</box>
paragraph: 第六条修改为：“经营国际客船、国际散装液体危险品船运输业务，应当向国务院交通主管部门提出申请，并附送符合本条例第五条规定条件的相关材料。国务院交通主管部门应当自受理申请之日起30日内审核完毕，作出许可或者不予许可的决定。予以许可的，向申请人颁发《国际船舶运输经营许可证》；不予许可的，应当书面通知申请人并告知理由。” <box>125 825 322 968</box>
paragraph: 删去第十五条。 <box>778 1311 853 1324</box>
paragraph: 第八条改为第七条，修改为：“发展电信事业应当加强统筹规划和协调，为经济社会发展提供坚强的信息基础保障。” <box>967 1328 1165 1373</box>
article-column <box>1175 1700 1375 2125</box>
paragraph: 六、删去《报废机动车回收管理办法》第三十一条第三款。 <box>757 777 954 806</box>
paragraph: 删去第二十二条。 <box>988 777 1074 790</box>
article-column <box>125 208 322 1668</box>
paragraph: 第二十四条改为第二十三条，增加一项，作为第一款第六项：“（六）窃取、截留、篡改、出售、泄露发票数据”。 <box>1178 420 1376 466</box>
paragraph: “（一）取得企业法人资格；” <box>146 631 274 644</box>
paragraph: “（三）不履行本条例规定的监督检查职责，造成长江采砂秩序混乱或者造成重大责任事故的。” <box>967 971 1165 1016</box>
paragraph: 第五十三条修改为：“取得生产许可证的企业未依照本条例规定定期向省、自治区、直辖市工业产品生产许可证主管部门提交报告的，由省、自治区、直辖市工业产品生产许可证主管部门责令限期改正。” <box>546 615 744 692</box>
footer-rule <box>125 2150 1375 2151</box>
subheading: 降低融资成本激发企业动能 <box>553 1793 753 1813</box>
